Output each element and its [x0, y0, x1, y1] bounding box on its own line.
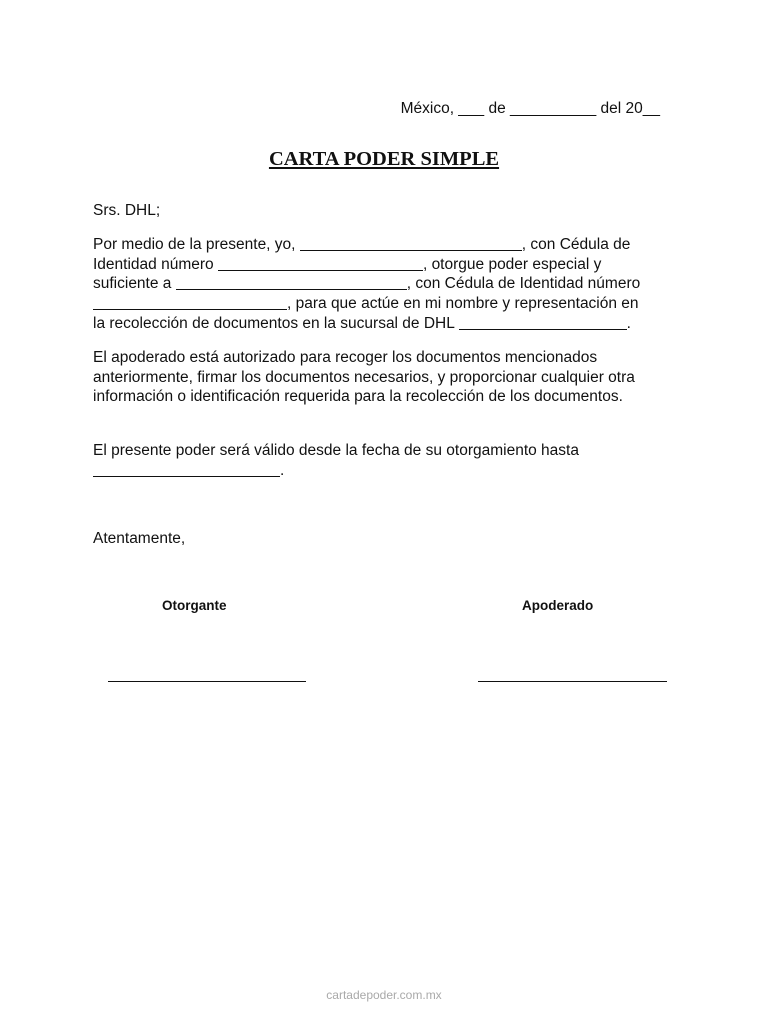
text-segment: , con Cédula de [521, 236, 631, 253]
text-segment: suficiente a [93, 275, 176, 293]
document-title: CARTA PODER SIMPLE [268, 148, 500, 170]
paragraph-authorization: El apoderado está autorizado para recoger los documentos mencionados anteriormente, firmar los documentos necesarios, y proporcionar cualquier otra información o identificación requerida para la recolección de los documentos. [93, 349, 635, 406]
blank-grantor-id [218, 256, 423, 271]
blank-end-date [93, 462, 280, 477]
salutation: Srs. DHL; [93, 202, 161, 219]
text-segment: , para que actúe en mi nombre y representación en [287, 295, 639, 313]
blank-attorney-name [176, 275, 407, 290]
paragraph-validity [93, 441, 683, 480]
paragraph-line [93, 255, 683, 275]
blank-grantor-name [300, 236, 522, 251]
paragraph-line [93, 461, 683, 481]
paragraph-line [93, 294, 683, 314]
text-segment: Identidad número [93, 255, 218, 273]
blank-attorney-id [93, 295, 287, 310]
paragraph-line: El presente poder será válido desde la fecha de su otorgamiento hasta [93, 442, 579, 459]
date-line: México, ___ de __________ del 20__ [400, 100, 660, 117]
text-segment: la recolección de documentos en la sucursal de DHL [93, 314, 459, 332]
grantor-signature-line [108, 681, 306, 682]
text-segment: , con Cédula de Identidad número [406, 275, 641, 293]
closing: Atentamente, [93, 530, 186, 547]
grantor-label: Otorgante [162, 598, 227, 613]
text-segment: , otorgue poder especial y [422, 255, 602, 273]
paragraph-grant [93, 235, 683, 334]
blank-branch [459, 315, 627, 330]
attorney-signature-line [478, 681, 667, 682]
paragraph-line [93, 235, 683, 255]
watermark: cartadepoder.com.mx [326, 988, 442, 1002]
text-segment: Por medio de la presente, yo, [93, 236, 300, 253]
text-segment: . [626, 314, 631, 332]
attorney-label: Apoderado [522, 598, 594, 613]
paragraph-line [93, 274, 683, 294]
text-segment: . [280, 461, 285, 479]
paragraph-line [93, 314, 683, 334]
